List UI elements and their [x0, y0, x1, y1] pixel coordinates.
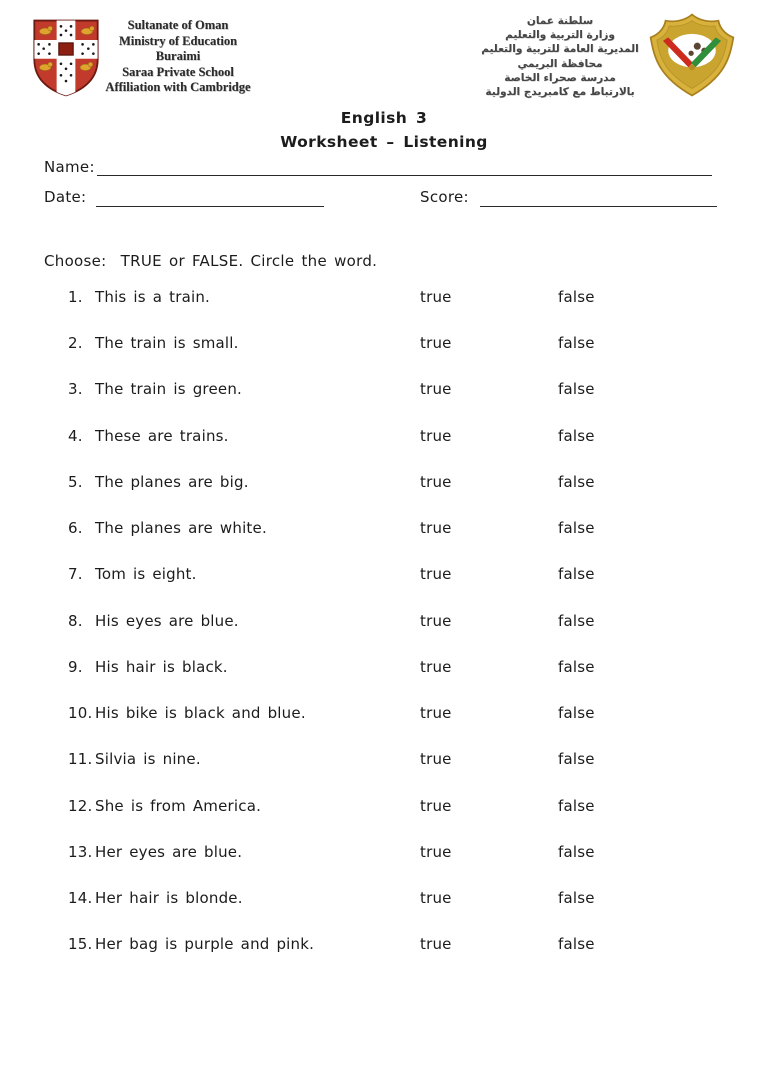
- worksheet-item-15: [0, 935, 768, 955]
- arabic-header-text: [478, 14, 642, 99]
- score-input-line[interactable]: [480, 188, 717, 207]
- item-number: 12.: [68, 797, 93, 815]
- item-text: The train is green.: [95, 380, 242, 398]
- false-option[interactable]: false: [558, 565, 595, 583]
- school-line: Affiliation with Cambridge: [105, 80, 251, 95]
- item-number: 11.: [68, 750, 93, 768]
- worksheet-item-12: [0, 797, 768, 817]
- name-input-line[interactable]: [97, 157, 712, 176]
- true-option[interactable]: true: [420, 658, 452, 676]
- item-text: Her hair is blonde.: [95, 889, 243, 907]
- false-option[interactable]: false: [558, 843, 595, 861]
- true-option[interactable]: true: [420, 519, 452, 537]
- date-input-line[interactable]: [96, 188, 324, 207]
- date-score-row: [44, 188, 716, 210]
- item-number: 2.: [68, 334, 83, 352]
- item-number: 13.: [68, 843, 93, 861]
- school-line: Ministry of Education: [118, 33, 238, 48]
- name-field-row: [44, 154, 712, 176]
- school-line: Saraa Private School: [122, 64, 234, 79]
- item-text: These are trains.: [95, 427, 229, 445]
- item-number: 1.: [68, 288, 83, 306]
- worksheet-item-13: [0, 843, 768, 863]
- true-option[interactable]: true: [420, 380, 452, 398]
- worksheet-item-8: [0, 612, 768, 632]
- school-line: Sultanate of Oman: [127, 18, 229, 32]
- arabic-line: المديرية العامة للتربية والتعليم: [481, 43, 639, 56]
- oman-school-shield-icon: [648, 12, 736, 98]
- false-option[interactable]: false: [558, 427, 595, 445]
- score-label: Score:: [420, 188, 469, 206]
- item-list: [0, 288, 768, 968]
- item-text: The planes are big.: [95, 473, 249, 491]
- true-option[interactable]: true: [420, 473, 452, 491]
- school-line: Buraimi: [155, 49, 201, 64]
- false-option[interactable]: false: [558, 473, 595, 491]
- true-option[interactable]: true: [420, 750, 452, 768]
- false-option[interactable]: false: [558, 889, 595, 907]
- name-label: Name:: [44, 158, 95, 176]
- item-number: 3.: [68, 380, 83, 398]
- date-label: Date:: [44, 188, 87, 206]
- worksheet-item-3: [0, 380, 768, 400]
- worksheet-item-10: [0, 704, 768, 724]
- false-option[interactable]: false: [558, 704, 595, 722]
- false-option[interactable]: false: [558, 612, 595, 630]
- false-option[interactable]: false: [558, 380, 595, 398]
- item-number: 4.: [68, 427, 83, 445]
- false-option[interactable]: false: [558, 935, 595, 953]
- item-text: His hair is black.: [95, 658, 228, 676]
- false-option[interactable]: false: [558, 658, 595, 676]
- true-option[interactable]: true: [420, 704, 452, 722]
- false-option[interactable]: false: [558, 797, 595, 815]
- item-number: 7.: [68, 565, 83, 583]
- page-title: English 3: [340, 109, 428, 127]
- true-option[interactable]: true: [420, 797, 452, 815]
- worksheet-item-5: [0, 473, 768, 493]
- page-subtitle: Worksheet – Listening: [280, 133, 488, 151]
- item-text: His bike is black and blue.: [95, 704, 306, 722]
- true-option[interactable]: true: [420, 843, 452, 861]
- true-option[interactable]: true: [420, 935, 452, 953]
- worksheet-item-2: [0, 334, 768, 354]
- true-option[interactable]: true: [420, 288, 452, 306]
- item-text: Her eyes are blue.: [95, 843, 243, 861]
- worksheet-item-11: [0, 750, 768, 770]
- worksheet-item-1: [0, 288, 768, 308]
- true-option[interactable]: true: [420, 565, 452, 583]
- item-number: 5.: [68, 473, 83, 491]
- item-text: Silvia is nine.: [95, 750, 201, 768]
- title-block: [0, 106, 768, 154]
- item-text: She is from America.: [95, 797, 262, 815]
- arabic-line: وزارة التربية والتعليم: [505, 29, 615, 42]
- instruction-text: Choose: TRUE or FALSE. Circle the word.: [44, 252, 378, 270]
- item-text: His eyes are blue.: [95, 612, 239, 630]
- school-header-text: [98, 18, 258, 96]
- item-text: The planes are white.: [95, 519, 267, 537]
- item-number: 10.: [68, 704, 93, 722]
- item-text: Her bag is purple and pink.: [95, 935, 315, 953]
- arabic-line: بالارتباط مع كامبريدج الدولية: [485, 86, 635, 99]
- true-option[interactable]: true: [420, 334, 452, 352]
- item-text: This is a train.: [95, 288, 211, 306]
- false-option[interactable]: false: [558, 519, 595, 537]
- false-option[interactable]: false: [558, 750, 595, 768]
- true-option[interactable]: true: [420, 889, 452, 907]
- item-text: The train is small.: [95, 334, 239, 352]
- arabic-line: محافظة البريمي: [517, 57, 603, 70]
- false-option[interactable]: false: [558, 334, 595, 352]
- item-number: 8.: [68, 612, 83, 630]
- true-option[interactable]: true: [420, 612, 452, 630]
- arabic-line: سلطنة عمان: [526, 15, 594, 27]
- true-option[interactable]: true: [420, 427, 452, 445]
- item-number: 14.: [68, 889, 93, 907]
- worksheet-item-14: [0, 889, 768, 909]
- item-number: 15.: [68, 935, 93, 953]
- worksheet-item-7: [0, 565, 768, 585]
- item-text: Tom is eight.: [95, 565, 197, 583]
- false-option[interactable]: false: [558, 288, 595, 306]
- cambridge-crest-icon: [30, 16, 102, 100]
- arabic-line: مدرسة صحراء الخاصة: [504, 71, 616, 84]
- item-number: 9.: [68, 658, 83, 676]
- item-number: 6.: [68, 519, 83, 537]
- worksheet-item-9: [0, 658, 768, 678]
- worksheet-item-6: [0, 519, 768, 539]
- worksheet-item-4: [0, 427, 768, 447]
